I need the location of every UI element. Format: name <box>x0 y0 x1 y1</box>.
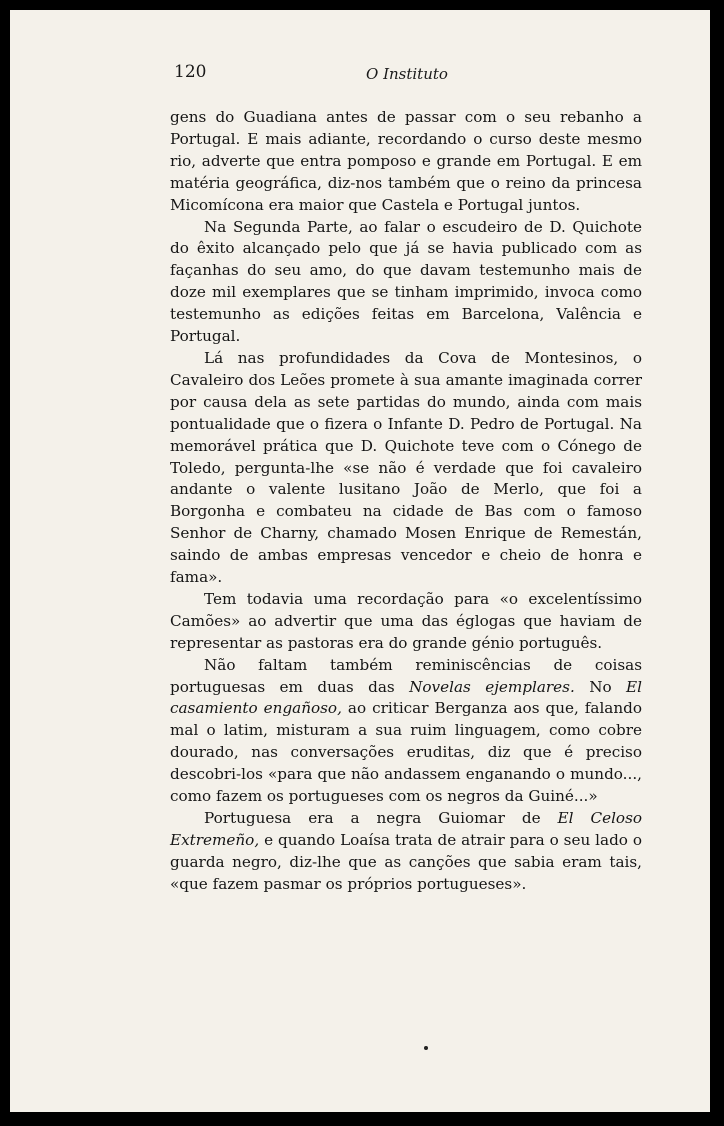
page-number: 120 <box>174 62 207 82</box>
paragraph <box>170 217 642 348</box>
text-segment: gens do Guadiana antes de passar com o seu rebanho a Portugal. E mais adiante, recordando o curso deste mesmo rio, adverte que entra pomposo e grande em Portugal. E em matéria geográfica, diz-nos também que o reino da princesa Micomícona era maior que Castela e Portugal juntos. <box>170 108 642 214</box>
paragraph <box>170 808 642 896</box>
running-title: O Instituto <box>366 65 448 83</box>
text-segment: Portuguesa era a negra Guiomar de <box>204 809 558 827</box>
body-text <box>170 107 642 896</box>
paragraph <box>170 589 642 655</box>
book-title: Novelas ejemplares. <box>409 677 575 696</box>
paragraph <box>170 655 642 808</box>
book-title: El casamiento engañoso, <box>170 677 642 718</box>
print-dot <box>424 1046 428 1050</box>
text-segment: ao criticar Berganza aos que, falando mal o latim, misturam a sua ruim linguagem, como cobre dourado, nas conversações eruditas, diz que é preciso descobri-los «para que não andassem enganando o mundo..., como fazem os portugueses com os negros da Guiné...» <box>170 699 643 806</box>
book-page <box>10 10 710 1112</box>
text-segment: Na Segunda Parte, ao falar o escudeiro de D. Quichote do êxito alcançado pelo que já se havia publicado com as façanhas do seu amo, do que davam testemunho mais de doze mil exemplares que se tinham imprimido, invoca como testemunho as edições feitas em Barcelona, Valência e Portugal. <box>170 217 642 346</box>
text-segment: Lá nas profundidades da Cova de Montesinos, o Cavaleiro dos Leões promete à sua amante imaginada correr por causa dela as sete partidas do mundo, ainda com mais pontualidade que o fizera o Infante D. Pedro de Portugal. Na memorável prática que D. Quichote teve com o Cónego de Toledo, pergunta-lhe «se não é verdade que foi cavaleiro andante o valente lusitano João de Merlo, que foi a Borgonha e combateu na cidade de Bas com o famoso Senhor de Charny, chamado Mosen Enrique de Remestán, saindo de ambas empresas vencedor e cheio de honra e fama». <box>170 348 642 587</box>
text-segment: Tem todavia uma recordação para «o excelentíssimo Camões» ao advertir que uma das églogas que haviam de representar as pastoras era do grande génio português. <box>170 589 642 652</box>
text-segment: No <box>574 677 627 696</box>
paragraph <box>170 348 642 589</box>
paragraph <box>170 107 642 217</box>
text-segment: e quando Loaísa trata de atrair para o seu lado o guarda negro, diz-lhe que as canções que sabia eram tais, «que fazem pasmar os próprios portugueses». <box>170 830 642 893</box>
text-segment: Não faltam também reminiscências de coisas portuguesas em duas das <box>170 655 642 696</box>
book-title: El Celoso Extremeño, <box>170 809 643 849</box>
